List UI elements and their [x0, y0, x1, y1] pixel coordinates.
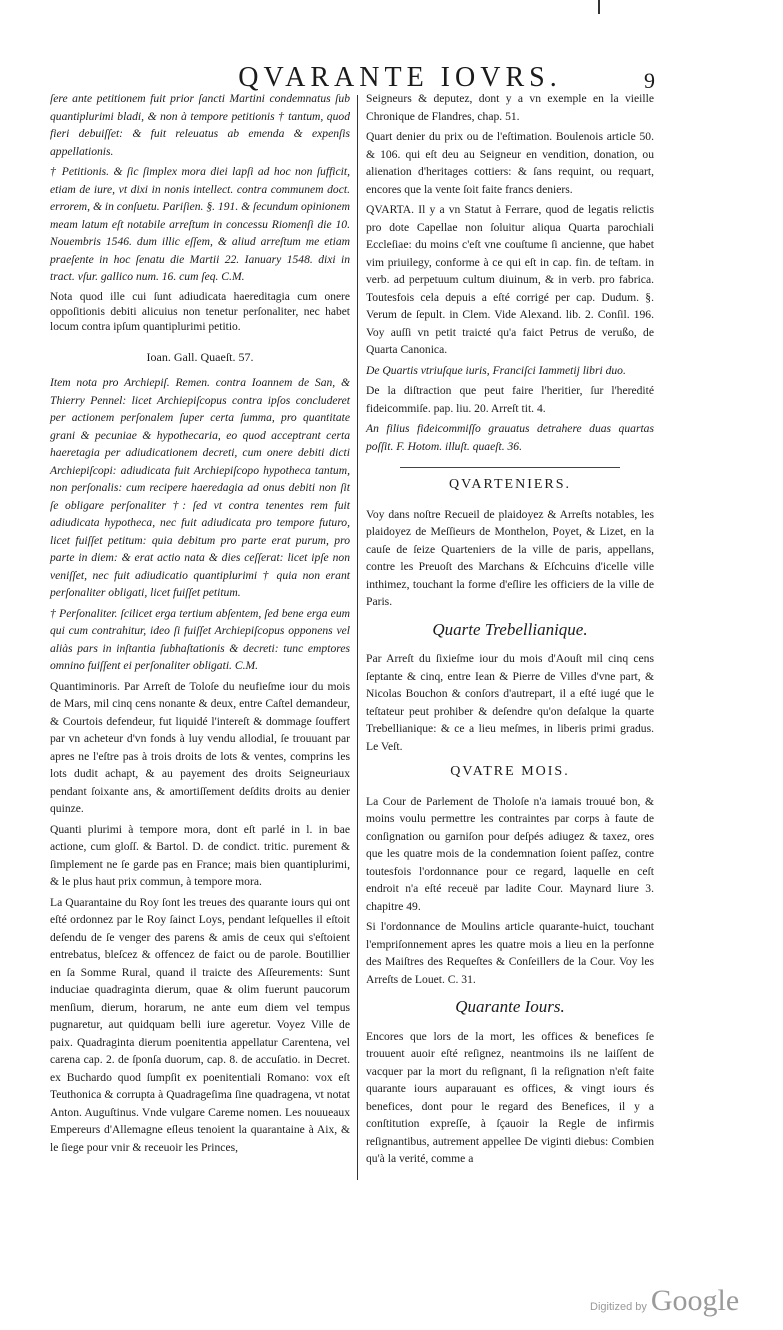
left-column [50, 90, 350, 1159]
paragraph: De Quartis vtriuſque iuris, Franciſci Iammetij libri duo. [366, 363, 626, 377]
paragraph: Quart denier du prix ou de l'eſtimation. Boulenois article 50. & 106. qui eſt deu au Seigneur en vendition, donation, ou alienation d'heritages cottiers: & ſans requint, ou requart, encores que la vente ſoit faite francs deniers. [366, 130, 654, 196]
digitized-watermark [590, 1284, 739, 1318]
paragraph: Seigneurs & deputez, dont y a vn exemple en la vieille Chronique de Flandres, chap. 51. [366, 92, 654, 123]
paragraph: † Petitionis. & ſic ſimplex mora diei lapſi ad hoc non ſufficit, etiam de iure, vt dixi in nonis intellect. contra communem doct. errorem, & in conſuetu. Pariſien. §. 191. & ſecundum opinionem meam latum eſt notabile arreſtum in concessu Riomenſi die 10. Nouembris 1546. dum illic eſſem, & aliud arreſtum me etiam praeſente in hoc ſenatu die Martii 22. Ianuary 1548. dixi in tract. vſur. gallico num. 16. cum ſeq. C.M. [50, 165, 350, 283]
running-header: QVARANTE IOVRS. [238, 62, 562, 93]
paragraph: Voy dans noſtre Recueil de plaidoyez & Arreſts notables, les plaidoyez de Meſſieurs de Monthelon, Poyet, & Lizet, en la cauſe de ſeize Quarteniers de la ville de paris, appellans, contre les Preuoſt des Marchans & Eſchcuins d'icelle ville inthimez, touchant la forme d'eſlire les officiers de la ville de Paris. [366, 507, 654, 608]
paragraph: ſere ante petitionem fuit prior ſancti Martini condemnatus ſub quantiplurimi bladi, & non à tempore petitionis † tantum, quod fieri debuiſſet: & fuit releuatus ab emenda & expenſis appellationis. [50, 92, 350, 158]
scan-mark [598, 0, 600, 14]
section-heading: Quarte Trebellianique. [432, 619, 588, 639]
paragraph: Si l'ordonnance de Moulins article quarante-huict, touchant l'empriſonnement apres les quatre mois a lieu en la perſonne des Maiſtres des Requeſtes & Conſeillers de la Cour. Voy les Arreſts de Louet. C. 31. [366, 920, 654, 986]
paragraph: De la diſtraction que peut faire l'heritier, ſur l'heredité fideicommiſe. pap. liu. 20. Arreſt tit. 4. [366, 384, 654, 415]
paragraph: Encores que lors de la mort, les offices & benefices ſe trouuent auoir eſté reſignez, neantmoins ils ne laiſſent de vacquer par la mort du reſignant, ſi la reſignation n'eſt faite quarante iours auparauant es offices, & vingt iours és benefices, dont pour le regard des Benefices, il y a conſtitution expreſſe, à ſçauoir la Regle de infirmis reſignantibus, autrement appellee De viginti diebus: Combien qu'à la verité, comme a [366, 1029, 654, 1165]
paragraph: † Perſonaliter. ſcilicet erga tertium abſentem, ſed bene erga eum qui cum contrahitur, ideo ſi fuiſſet Archiepiſcopus opponens vel aliàs pars in inſtantia ſubhaſtationis & decreti: tunc emptores omnino fuiſſent ei perſonaliter obligati. C.M. [50, 606, 350, 672]
paragraph: La Cour de Parlement de Tholoſe n'a iamais trouué bon, & moins voulu permettre les contraintes par corps à faute de conſignation ou garniſon pour deſpés adiugez & taxez, ores que les quatre mois de la condemnation ſoient paſſez, contre toutesfois l'ordonnance pour ce regard, laquelle en ceſt endroit n'a eſté receuë par ladite Cour. Maynard liure 3. chapitre 49. [366, 794, 654, 913]
reference: Ioan. Gall. Quaeſt. 57. [146, 349, 254, 364]
right-column [366, 90, 654, 1171]
marginal-note: Nota quod ille cui ſunt adiudicata haereditagia cum onere oppoſitionis debiti alicuius non tenetur perſonaliter, nec habet locum contra ipſum quantiplurimi petitio. [50, 290, 350, 333]
paragraph: Par Arreſt du ſixieſme iour du mois d'Aouſt mil cinq cens ſeptante & cinq, entre Iean & Pierre de Villes d'vne part, & Nicolas Bouchon & conſors d'autrepart, il a eſté iugé que le teſtateur peut prohiber & deſendre qu'on deſalque la quarte Trebellianique: & ce a lieu meſmes, in liberis primi gradus. Le Veſt. [366, 652, 654, 753]
watermark-small: Digitized by [590, 1301, 647, 1313]
section-heading: QVATRE MOIS. [450, 764, 570, 779]
paragraph: Quanti plurimi à tempore mora, dont eſt parlé in l. in bae actione, cum gloſſ. & Bartol. D. de condict. tritic. purement & ſimplement ne ſe garde pas en France; mais bien quantiplurimi, & le plus haut prix commun, à tempore mora. [50, 822, 350, 888]
paragraph: Quantiminoris. Par Arreſt de Toloſe du neufieſme iour du mois de Mars, mil cinq cens nonante & deux, entre Caſtel demandeur, & Courtois defendeur, fut liquidé l'intereſt & dommage ſouffert par vn acheteur d'vn fonds à luy vendu allodial, ſe trouuant par apres ne l'eſtre pas à trois droits de lots & ventes, comprins les lots dudit achapt, & au payement des droits Seigneuriaux pendant ſoixante ans, & amortiſſement deſdits droits au denier quinze. [50, 679, 350, 815]
page-number: 9 [644, 68, 655, 93]
paragraph: An filius fideicommiſſo grauatus detrahere duas quartas poſſit. F. Hotom. illuſt. quaeſt. 36. [366, 422, 654, 453]
paragraph: Item nota pro Archiepiſ. Remen. contra Ioannem de San, & Thierry Pennel: licet Archiepiſcopus contra ipſos concluderet per actionem perſonalem ſuper certa ſumma, pro quantitate grani & pecuniae & hypothecaria, eo quod acceptrant certa haeretagia per adiudicationem decreti, cum onere debiti dicti Archiepiſcopi: adiudicata fuit Archiepiſcopo hypotheca tantum, non perſonalis: cum recipere haeredagia ad onus debiti non ſit ſe obligare perſonaliter †: ſed vt contra tenentes rem fuit adiudicata hypotheca, nec fuit adiudicata pro tempore futuro, licet fuiſſet petitum: quia debitum pro parte erat purum, pro parte in diem: & erat actio nata & dies ceſſerat: licet ipſe non veniſſet, nec fuit adiudicatio quantiplurimi † quia non erant perſonaliter obligati, licet fuiſſet petitum. [50, 376, 350, 599]
section-heading: Quarante Iours. [455, 997, 565, 1016]
google-logo: Google [650, 1284, 740, 1317]
column-divider [357, 95, 358, 1180]
paragraph: QVARTA. Il y a vn Statut à Ferrare, quod de legatis relictis pro dote Capellae non ſoluitur aliqua Quarta parochiali Eccleſiae: du moins c'eſt vne couſtume ſi ancienne, que habet vim priuilegy, conforme à ce qui eſt in cap. fin. de teſtam. in verb. ad perpetuum cultum diuinum, & in verb. pro fabrica. Toutesfois cela depuis a eſté corrigé per cap. Dudum. §. Verum de ſepult. in Clem. Vide Alexand. lib. 2. Conſil. 196. Voy auſſi vn petit traicté qu'a faict Petrus de verußo, de Quarta Canonica. [366, 203, 654, 356]
section-rule [400, 467, 620, 468]
section-heading: QVARTENIERS. [448, 477, 572, 492]
paragraph: La Quarantaine du Roy ſont les treues des quarante iours qui ont eſté ordonnez par le Roy ſainct Loys, pendant leſquelles il eſtoit deſendu de ſe venger des parens & amis de ceux qui s'eſtoient entrebatus, bleſcez & offencez de faict ou de parole. Boutillier en ſa Somme Rural, quand il traicte des Aſſeurements: Sunt induciae quadraginta dierum, quae & olim fuerunt paucorum menſium, dierum, horarum, ne ante eum diem vel tempus pugnaretur, aut quidquam belli iure ageretur. Voyez Ville de paix. Quadraginta dierum poenitentia appellatur Carentena, vel carena cap. 2. de ſponſa duorum, cap. 8. de accuſatio. in Decret. ex Buchardo quod ſumpſit ex poenitentiali Romano: vox eſt Teuthonica & corrupta à Quadrageſima ſine quadragena, vt notat Anton. Auguſtinus. Vnde vulgare Careme nomen. Les nouueaux Empereurs d'Allemagne eſleus tenoient la quarantaine à Aix, & le ſiege pour vnir & receuoir les Princes, [50, 895, 350, 1154]
